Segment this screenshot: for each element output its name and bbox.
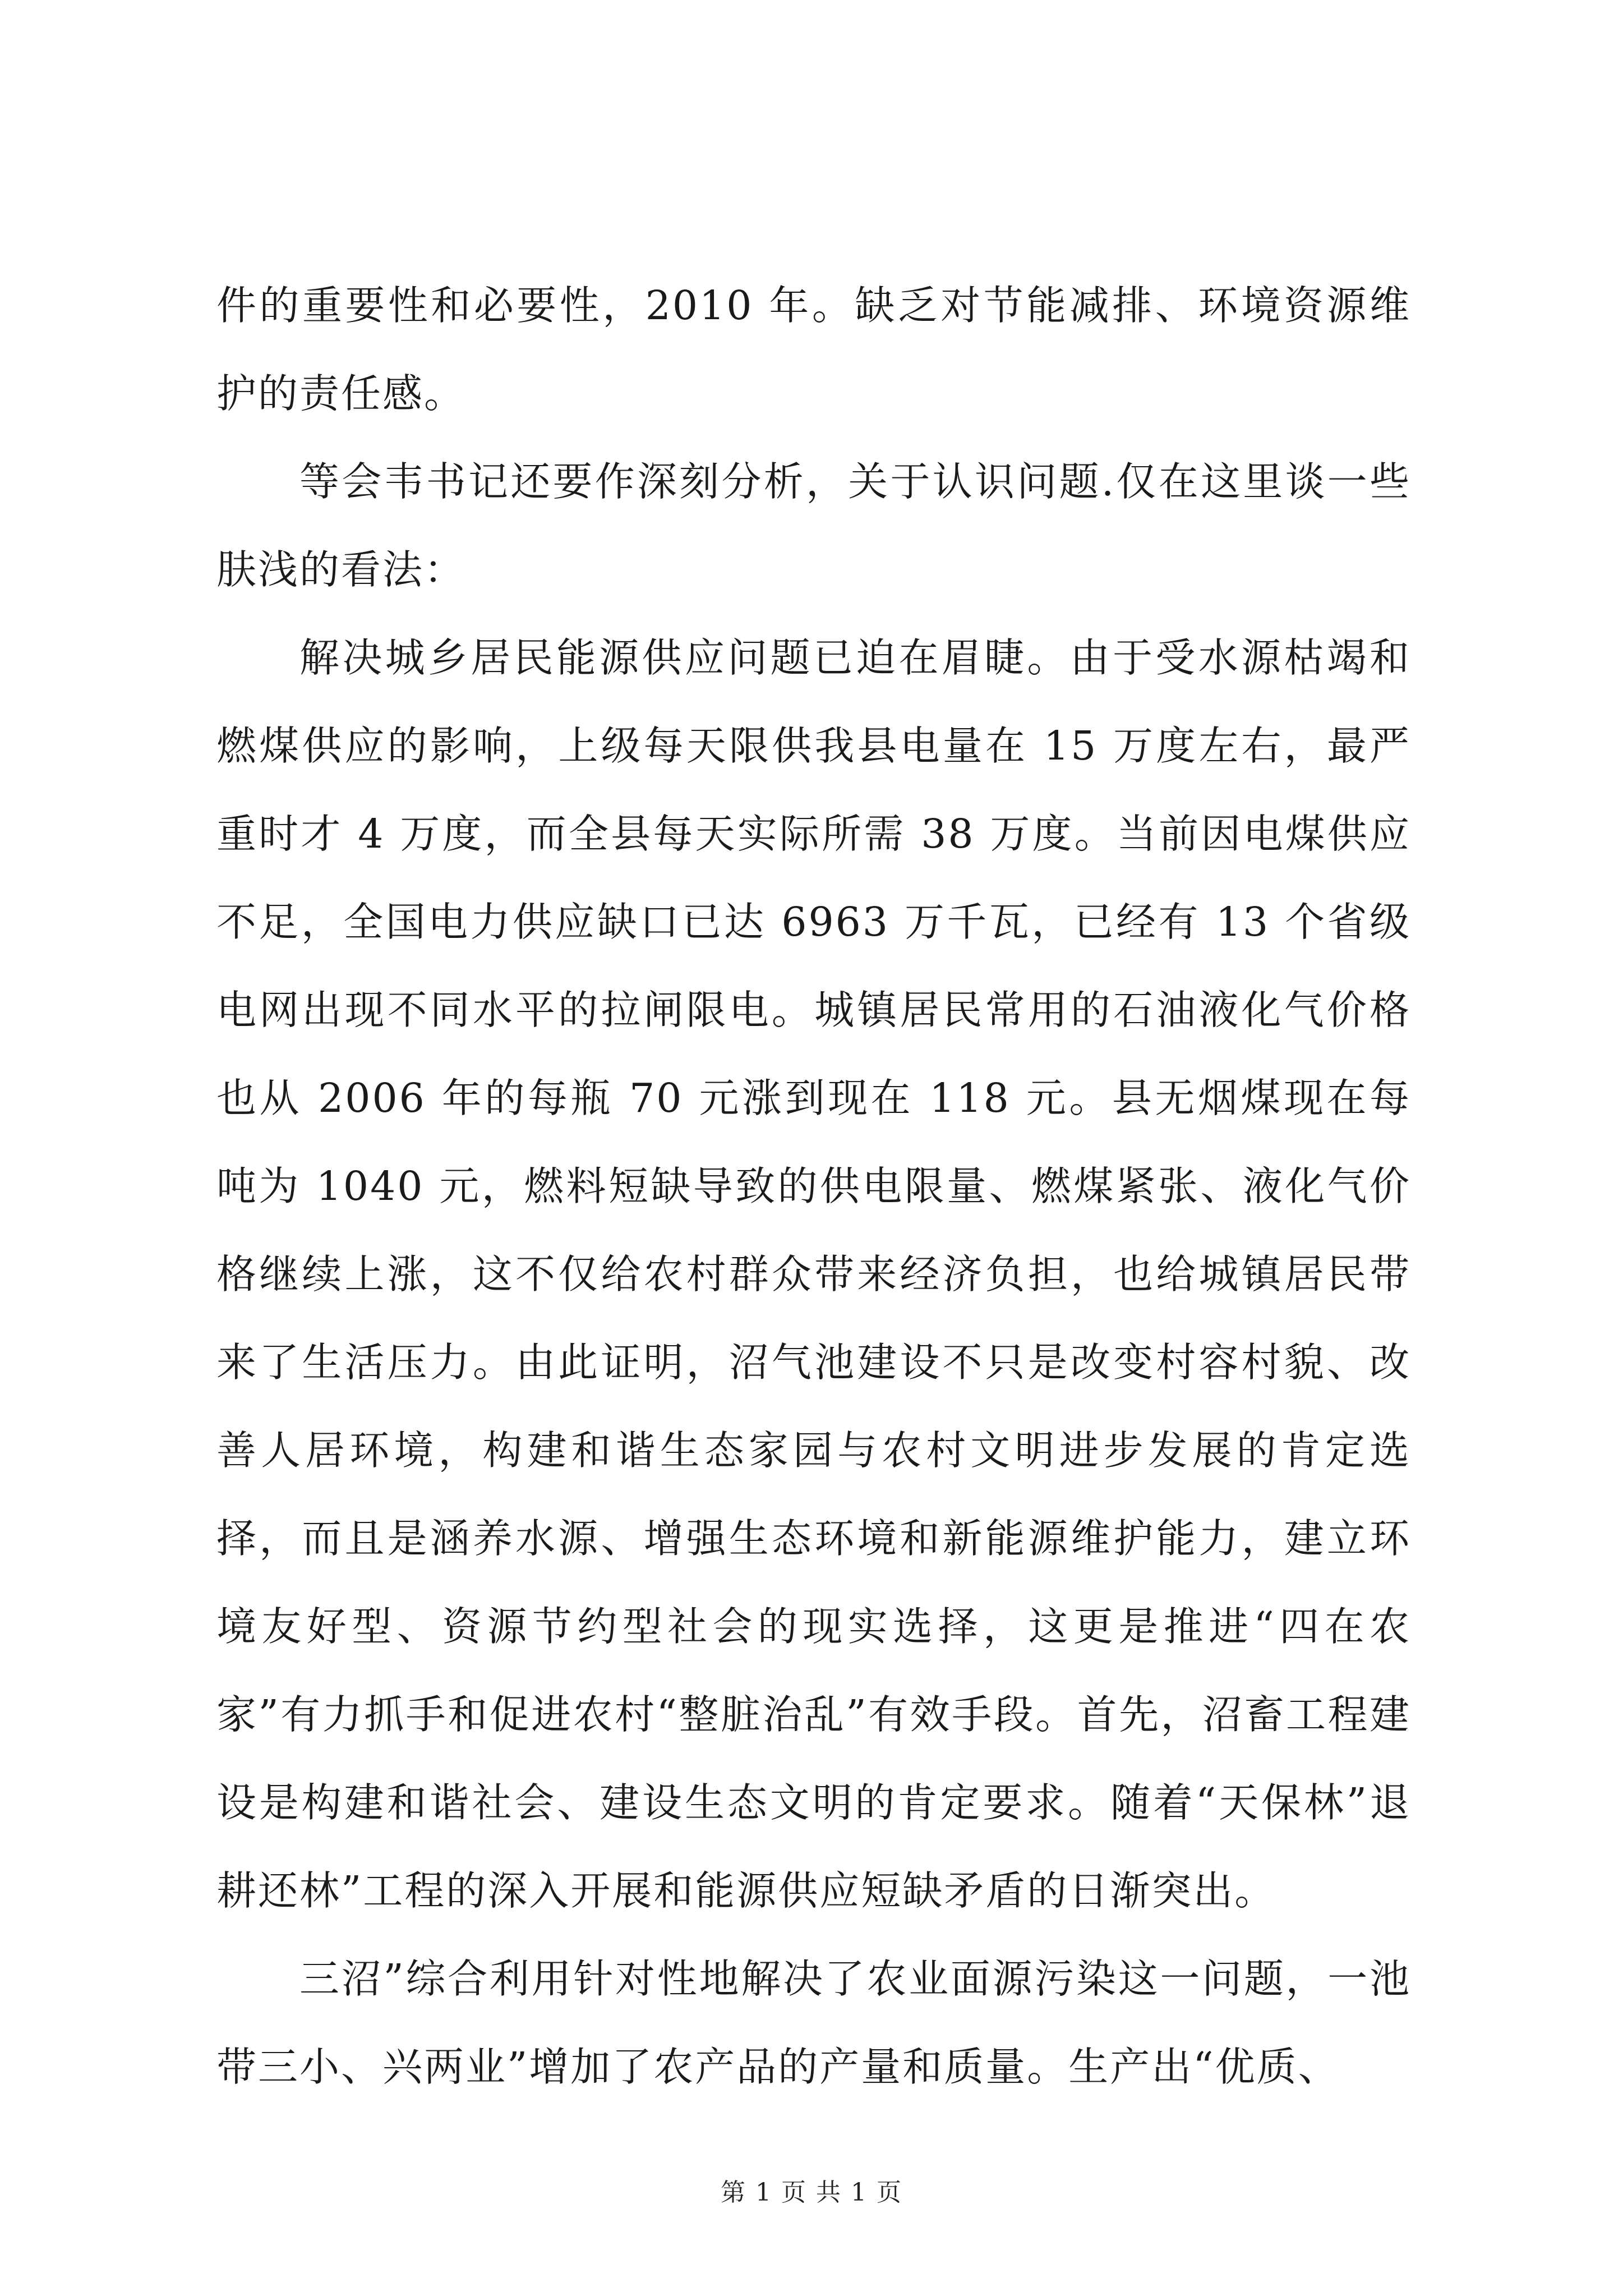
paragraph-intro: 等会韦书记还要作深刻分析，关于认识问题.仅在这里谈一些肤浅的看法： — [216, 458, 1411, 593]
paragraph-energy-supply: 解决城乡居民能源供应问题已迫在眉睫。由于受水源枯竭和燃煤供应的影响，上级每天限供我县电量在 15 万度左右，最严重时才 4 万度，而全县每天实际所需 38 万度。当前因电煤供应不足，全国电力供应缺口已达 6963 万千瓦，已经有 13 个省级电网出现不同水平的拉闸限电。城镇居民常用的石油液化气价格也从 2006 年的每瓶 70 元涨到现在 118 元。县无烟煤现在每吨为 1040 元，燃料短缺导致的供电限量、燃煤紧张、液化气价格继续上涨，这不仅给农村群众带来经济负担，也给城镇居民带来了生活压力。由此证明，沼气池建设不只是改变村容村貌、改善人居环境，构建和谐生态家园与农村文明进步发展的肯定选择，而且是涵养水源、增强生态环境和新能源维护能力，建立环境友好型、资源节约型社会的现实选择，这更是推进“四在农家”有力抓手和促进农村“整脏治乱”有效手段。首先，沼畜工程建设是构建和谐社会、建设生态文明的肯定要求。随着“天保林”退耕还林”工程的深入开展和能源供应短缺矛盾的日渐突出。 — [216, 634, 1411, 1914]
page-footer: 第 1 页 共 1 页 — [721, 2178, 902, 2207]
paragraph-biogas-utilization: 三沼”综合利用针对性地解决了农业面源污染这一问题，一池带三小、兴两业”增加了农产品的产量和质量。生产出“优质、 — [216, 1955, 1411, 2090]
document-body — [216, 261, 1411, 2111]
paragraph-continuation: 件的重要性和必要性，2010 年。缺乏对节能减排、环境资源维护的责任感。 — [216, 282, 1411, 417]
